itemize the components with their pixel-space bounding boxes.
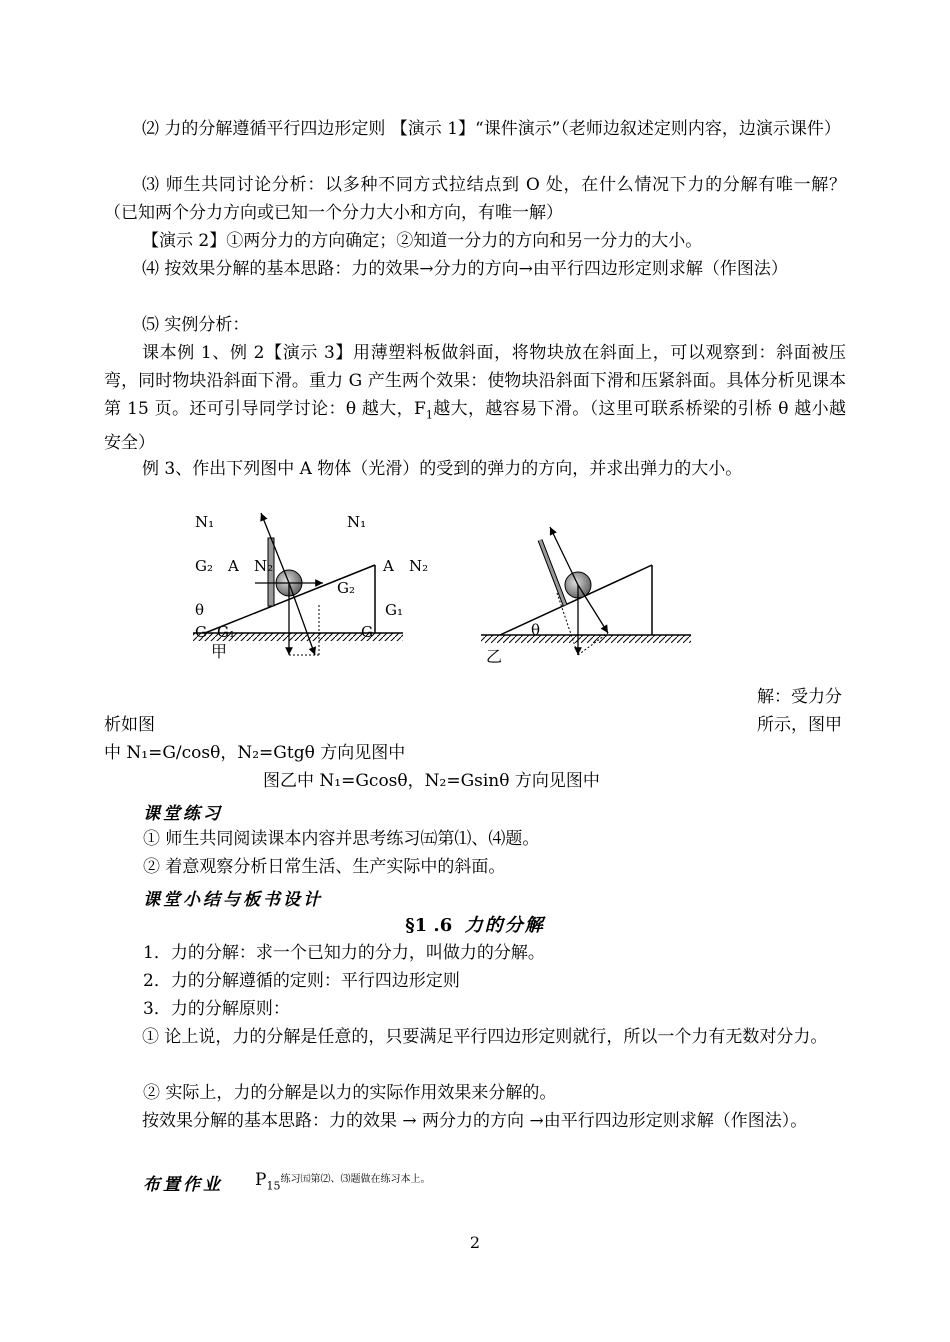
classroom-practice-heading: 课堂练习: [143, 804, 223, 824]
label-g-left: G: [195, 623, 207, 641]
solution-text-right-2: 所示，图甲: [757, 715, 842, 735]
caption-jia: 甲: [211, 642, 228, 661]
caption-yi: 乙: [486, 647, 503, 666]
paragraph-example-3: 例 3、作出下列图中 A 物体（光滑）的受到的弹力的方向，并求出弹力的大小。: [142, 459, 743, 479]
summary-item-1: 1．力的分解：求一个已知力的分力，叫做力的分解。: [143, 943, 545, 963]
solution-text-left-2: 析如图: [104, 715, 155, 735]
paragraph-demo-2: 【演示 2】①两分力的方向确定；②知道一分力的方向和另一分力的大小。: [142, 231, 703, 251]
paragraph-textbook-examples-b: 越大，越容易下滑。（这里可联系桥梁的引桥 θ 越小越安全）: [104, 399, 846, 454]
paragraph-textbook-examples: [104, 339, 846, 457]
paragraph-discussion: ⑶ 师生共同讨论分析：以多种不同方式拉结点到 O 处，在什么情况下力的分解有唯一解？（已知两个分力方向或已知一个分力大小和方向，有唯一解）: [104, 175, 846, 223]
solution-text-right-1: 解：受力分: [757, 687, 842, 707]
label-theta-yi: θ: [531, 621, 541, 639]
label-g-right: G: [361, 623, 373, 641]
paragraph-textbook-examples-sub: 1: [425, 408, 433, 422]
summary-item-3: 3．力的分解原则：: [143, 999, 290, 1019]
paragraph-basic-approach: ⑷ 按效果分解的基本思路：力的效果→分力的方向→由平行四边形定则求解（作图法）: [142, 259, 788, 279]
paragraph-example-analysis: ⑸ 实例分析：: [142, 315, 250, 335]
solution-text-line-4: 图乙中 N₁=Gcosθ，N₂=Gsinθ 方向见图中: [263, 771, 600, 791]
homework-p-sub: 15: [266, 1179, 281, 1193]
paragraph-textbook-examples-a: 课本例 1、例 2【演示 3】用薄塑料板做斜面，将物块放在斜面上，可以观察到：斜面被压弯，同时物块沿斜面下滑。重力 G 产生两个效果：使物块沿斜面下滑和压紧斜面。具体分析见课本第 15 页。还可引导同学讨论：θ 越大，F: [104, 343, 846, 419]
label-n1-right: N₁: [347, 513, 367, 531]
summary-item-5: ② 实际上，力的分解是以力的实际作用效果来分解的。: [143, 1083, 557, 1103]
label-n2-right: N₂: [409, 557, 429, 575]
homework-p-label: P: [255, 1170, 267, 1190]
solution-text-line-3: 中 N₁=G/cosθ，N₂=Gtgθ 方向见图中: [104, 743, 406, 763]
force-diagram-figure: [185, 505, 705, 675]
diagram-yi: [481, 527, 691, 666]
page-number: 2: [469, 1233, 481, 1252]
homework-note: 练习㈤第⑵、⑶题做在练习本上。: [280, 1174, 431, 1185]
practice-item-2: ② 着意观察分析日常生活、生产实际中的斜面。: [143, 857, 506, 877]
summary-title-number: §1 .6: [405, 915, 453, 936]
summary-item-2: 2．力的分解遵循的定则：平行四边形定则: [143, 971, 460, 991]
diagram-jia: [193, 513, 428, 661]
label-g1-left: G₁: [217, 623, 235, 641]
summary-title-text: 力的分解: [464, 915, 545, 936]
label-n2-left: N₂: [254, 557, 274, 575]
label-n1-left: N₁: [195, 513, 215, 531]
label-a-left: A: [228, 557, 239, 575]
summary-title: [0, 911, 950, 937]
homework-assignment: [255, 1166, 430, 1200]
ground-hatch-yi: [481, 635, 691, 643]
summary-item-4: ① 论上说，力的分解是任意的，只要满足平行四边形定则就行，所以一个力有无数对分力。: [142, 1027, 828, 1047]
homework-heading: 布置作业: [143, 1175, 223, 1195]
label-a-right: A: [383, 557, 394, 575]
label-g1-right: G₁: [385, 601, 403, 619]
summary-item-6: 按效果分解的基本思路：力的效果 → 两分力的方向 →由平行四边形定则求解（作图法）。: [142, 1111, 808, 1131]
label-theta-left: θ: [195, 601, 205, 619]
practice-item-1: ① 师生共同阅读课本内容并思考练习㈤第⑴、⑷题。: [143, 829, 540, 849]
paragraph-parallelogram-rule: ⑵ 力的分解遵循平行四边形定则 【演示 1】“课件演示”（老师边叙述定则内容，边演示课件）: [142, 119, 841, 139]
summary-heading: 课堂小结与板书设计: [143, 890, 323, 910]
label-g2-right: G₂: [337, 579, 355, 597]
dotted-yi: [557, 593, 578, 655]
label-g2-left: G₂: [195, 557, 213, 575]
